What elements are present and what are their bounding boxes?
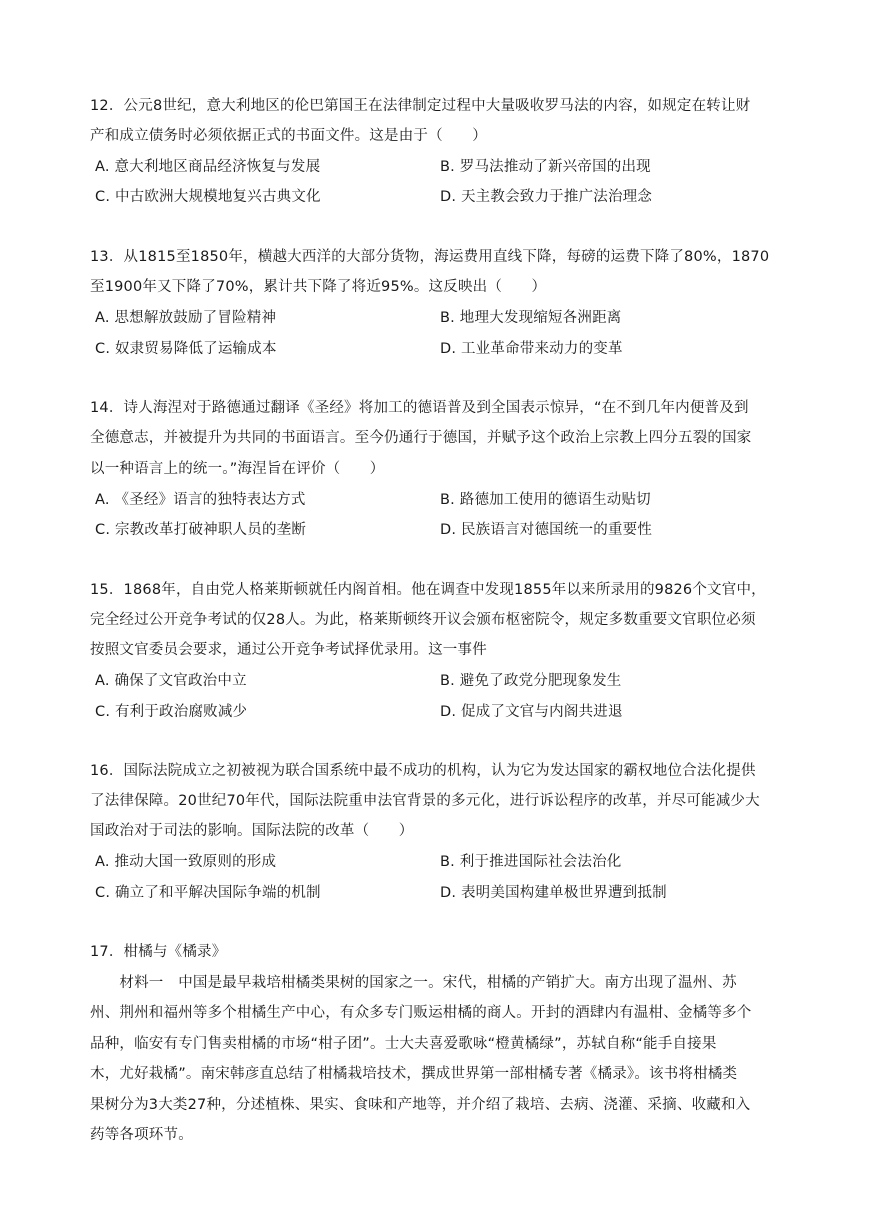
- option-c[interactable]: C. 确立了和平解决国际争端的机制: [95, 885, 321, 901]
- question-stem-line: 以一种语言上的统一。”海涅旨在评价（ ）: [90, 461, 385, 477]
- option-d[interactable]: D. 促成了文官与内阁共进退: [440, 704, 623, 720]
- option-c[interactable]: C. 中古欧洲大规模地复兴古典文化: [95, 189, 321, 205]
- question-stem-line: 16．国际法院成立之初被视为联合国系统中最不成功的机构，认为它为发达国家的霸权地位合法化提供: [90, 763, 756, 779]
- option-b[interactable]: B. 利于推进国际社会法治化: [440, 854, 622, 870]
- question-stem-line: 12．公元8世纪，意大利地区的伦巴第国王在法律制定过程中大量吸收罗马法的内容，如规定在转让财: [90, 98, 751, 114]
- question-stem-line: 按照文官委员会要求，通过公开竞争考试择优录用。这一事件: [90, 642, 487, 658]
- option-c[interactable]: C. 宗教改革打破神职人员的垄断: [95, 522, 307, 538]
- option-a[interactable]: A. 确保了文官政治中立: [95, 673, 247, 689]
- question-stem-line: 13．从1815至1850年，横越大西洋的大部分货物，海运费用直线下降，每磅的运费下降了80%，1870: [90, 249, 770, 265]
- option-a[interactable]: A. 意大利地区商品经济恢复与发展: [95, 159, 321, 175]
- option-d[interactable]: D. 天主教会致力于推广法治理念: [440, 189, 653, 205]
- option-b[interactable]: B. 地理大发现缩短各洲距离: [440, 310, 622, 326]
- question-stem-line: 国政治对于司法的影响。国际法院的改革（ ）: [90, 823, 414, 839]
- question-stem-line: 15．1868年，自由党人格莱斯顿就任内阁首相。他在调查中发现1855年以来所录用的9826个文官中，: [90, 582, 766, 598]
- option-a[interactable]: A. 《圣经》语言的独特表达方式: [95, 492, 306, 508]
- option-b[interactable]: B. 路德加工使用的德语生动贴切: [440, 492, 651, 508]
- material-line: 药等各项环节。: [90, 1127, 193, 1143]
- option-a[interactable]: A. 思想解放鼓励了冒险精神: [95, 310, 277, 326]
- option-d[interactable]: D. 工业革命带来动力的变革: [440, 341, 623, 357]
- question-title: 17．柑橘与《橘录》: [90, 944, 227, 960]
- material-line: 果树分为3大类27种，分述植株、果实、食味和产地等，并介绍了栽培、去病、浇灌、采摘、收藏和入: [90, 1097, 751, 1113]
- option-c[interactable]: C. 有利于政治腐败减少: [95, 704, 248, 720]
- material-line: 木，尤好栽橘”。南宋韩彦直总结了柑橘栽培技术，撰成世界第一部柑橘专著《橘录》。该书将柑橘类: [90, 1066, 738, 1082]
- option-a[interactable]: A. 推动大国一致原则的形成: [95, 854, 277, 870]
- question-stem-line: 完全经过公开竞争考试的仅28人。为此，格莱斯顿终开议会颁布枢密院令，规定多数重要文官职位必须: [90, 612, 756, 628]
- question-stem-line: 产和成立债务时必须依据正式的书面文件。这是由于（ ）: [90, 128, 487, 144]
- option-c[interactable]: C. 奴隶贸易降低了运输成本: [95, 341, 277, 357]
- material-line: 品种，临安有专门售卖柑橘的市场“柑子团”。士大夫喜爱歌咏“橙黄橘绿”，苏轼自称“能手自接果: [90, 1036, 717, 1052]
- question-stem-line: 全德意志，并被提升为共同的书面语言。至今仍通行于德国，并赋予这个政治上宗教上四分五裂的国家: [90, 430, 752, 446]
- question-stem-line: 14．诗人海涅对于路德通过翻译《圣经》将加工的德语普及到全国表示惊异，“在不到几年内便普及到: [90, 400, 749, 416]
- option-b[interactable]: B. 罗马法推动了新兴帝国的出现: [440, 159, 651, 175]
- question-stem-line: 至1900年又下降了70%，累计共下降了将近95%。这反映出（ ）: [90, 279, 547, 295]
- option-d[interactable]: D. 民族语言对德国统一的重要性: [440, 522, 653, 538]
- material-line: 材料一 中国是最早栽培柑橘类果树的国家之一。宋代，柑橘的产销扩大。南方出现了温州、苏: [90, 975, 737, 991]
- material-line: 州、荆州和福州等多个柑橘生产中心，有众多专门贩运柑橘的商人。开封的酒肆内有温柑、金橘等多个: [90, 1005, 752, 1021]
- option-d[interactable]: D. 表明美国构建单极世界遭到抵制: [440, 885, 667, 901]
- question-stem-line: 了法律保障。20世纪70年代，国际法院重申法官背景的多元化，进行诉讼程序的改革，并尽可能减少大: [90, 793, 760, 809]
- option-b[interactable]: B. 避免了政党分肥现象发生: [440, 673, 622, 689]
